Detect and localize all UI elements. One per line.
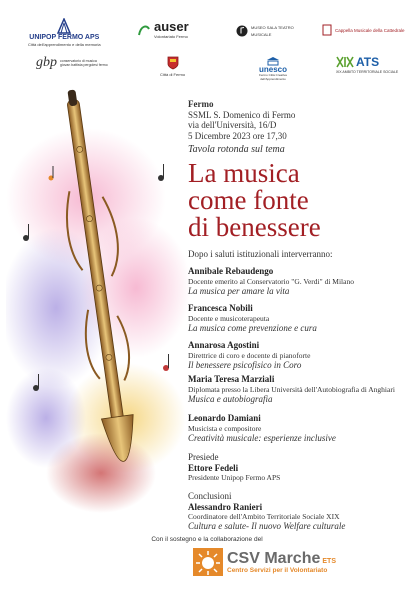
blue-splash bbox=[6, 368, 86, 468]
footer-label: Con il sostegno e la collaborazione del bbox=[151, 536, 263, 543]
title-line-2: come fonte bbox=[188, 184, 309, 215]
speaker-item bbox=[188, 266, 408, 296]
unesco-subtitle: Fermo Città Creativa dell'Apprendimento bbox=[259, 73, 287, 81]
speaker-talk: Il benessere psicofisico in Coro bbox=[188, 359, 302, 370]
event-datetime: 5 Dicembre 2023 ore 17,30 bbox=[188, 130, 287, 141]
unipop-emblem-icon bbox=[55, 18, 73, 34]
logo-row-top bbox=[0, 18, 414, 52]
conclusioni-label: Conclusioni bbox=[188, 491, 232, 501]
citta-fermo-logo bbox=[160, 56, 185, 78]
speaker-role: Docente e musicoterapeuta bbox=[188, 313, 270, 323]
unesco-text: unesco bbox=[258, 65, 287, 74]
speaker-name: Annarosa Agostini bbox=[188, 340, 260, 350]
event-intro: Tavola rotonda sul tema bbox=[188, 144, 285, 155]
cappella-text: Cappella Musicale della Cattedrale bbox=[335, 27, 405, 33]
ats-text: ATS bbox=[356, 55, 380, 69]
cappella-logo bbox=[322, 24, 405, 36]
event-address: via dell'Università, 16/D bbox=[188, 120, 277, 130]
unesco-logo bbox=[252, 56, 294, 81]
crest-icon bbox=[167, 56, 179, 70]
cappella-emblem-icon bbox=[322, 24, 332, 36]
speaker-talk: Musica e autobiografia bbox=[188, 393, 273, 404]
conclusioni-section bbox=[188, 491, 408, 532]
presiede-section bbox=[188, 452, 408, 482]
auser-subtitle: Volontariato Fermo bbox=[154, 34, 188, 39]
clarinet-illustration bbox=[6, 88, 191, 528]
speaker-role: Diplomata presso la Libera Università dell'Autobiografia di Anghiari bbox=[188, 384, 395, 394]
speaker-talk: La musica per amare la vita bbox=[188, 285, 290, 296]
speaker-role: Musicista e compositore bbox=[188, 423, 262, 433]
speaker-item bbox=[188, 413, 408, 443]
gbp-mark: gbp bbox=[36, 55, 57, 70]
speaker-name: Leonardo Damiani bbox=[188, 413, 261, 423]
speaker-item bbox=[188, 303, 408, 333]
ats-xix-icon bbox=[336, 56, 354, 68]
ats-logo bbox=[336, 56, 398, 76]
csv-marche-logo bbox=[193, 546, 338, 578]
unipop-name: UNIPOP FERMO APS bbox=[29, 34, 100, 41]
presiede-role: Presidente Unipop Fermo APS bbox=[188, 473, 281, 482]
auser-swoosh-icon bbox=[137, 23, 151, 37]
ats-subtitle: XIX AMBITO TERRITORIALE SOCIALE bbox=[336, 70, 399, 74]
music-note-icon bbox=[236, 25, 248, 37]
speaker-role: Direttrice di coro e docente di pianoforte bbox=[188, 350, 311, 360]
event-venue: SSML S. Domenico di Fermo bbox=[188, 109, 296, 120]
conclusioni-talk: Cultura e salute- Il nuovo Welfare culturale bbox=[188, 521, 346, 531]
speaker-name: Maria Teresa Marziali bbox=[188, 374, 275, 384]
speaker-name: Annibale Rebaudengo bbox=[188, 266, 274, 276]
conclusioni-name: Alessandro Ranieri bbox=[188, 501, 263, 512]
event-city: Fermo bbox=[188, 99, 214, 109]
auser-logo bbox=[137, 20, 189, 40]
title-line-3: di benessere bbox=[188, 211, 321, 242]
speaker-talk: Creatività musicale: esperienze inclusive bbox=[188, 432, 336, 443]
conclusioni-role: Coordinatore dell'Ambito Territoriale Sociale XIX bbox=[188, 512, 340, 521]
speaker-name: Francesca Nobili bbox=[188, 303, 253, 313]
museo-logo bbox=[236, 24, 311, 38]
speaker-item bbox=[188, 340, 408, 370]
event-title bbox=[188, 157, 408, 242]
speaker-role: Docente emerito al Conservatorio "G. Verdi" di Milano bbox=[188, 276, 354, 286]
unipop-logo bbox=[28, 18, 101, 48]
citta-text: Città di Fermo bbox=[160, 72, 186, 77]
auser-name: auser bbox=[154, 19, 189, 34]
csv-name: CSV Marche bbox=[227, 549, 321, 567]
unipop-subtitle: Città dell'apprendimento e della memoria bbox=[28, 42, 101, 47]
title-line-1: La musica bbox=[188, 157, 300, 188]
event-greeting: Dopo i saluti istituzionali interverranno: bbox=[188, 248, 333, 259]
conservatorio-text: conservatorio di musica giovan battista pergolesi fermo bbox=[60, 58, 108, 67]
presiede-name: Ettore Fedeli bbox=[188, 462, 239, 473]
presiede-label: Presiede bbox=[188, 452, 219, 462]
museo-text: MUSEO SALA TEATRO MUSICALE bbox=[251, 25, 294, 37]
speaker-item bbox=[188, 374, 408, 404]
csv-subtitle: Centro Servizi per il Volontariato bbox=[227, 566, 328, 574]
conservatorio-logo bbox=[36, 56, 108, 70]
speaker-talk: La musica come prevenzione e cura bbox=[188, 322, 317, 333]
event-info bbox=[188, 99, 408, 532]
logo-row-second bbox=[0, 56, 414, 90]
csv-ets: ETS bbox=[322, 557, 336, 565]
csv-sun-icon bbox=[193, 548, 223, 576]
